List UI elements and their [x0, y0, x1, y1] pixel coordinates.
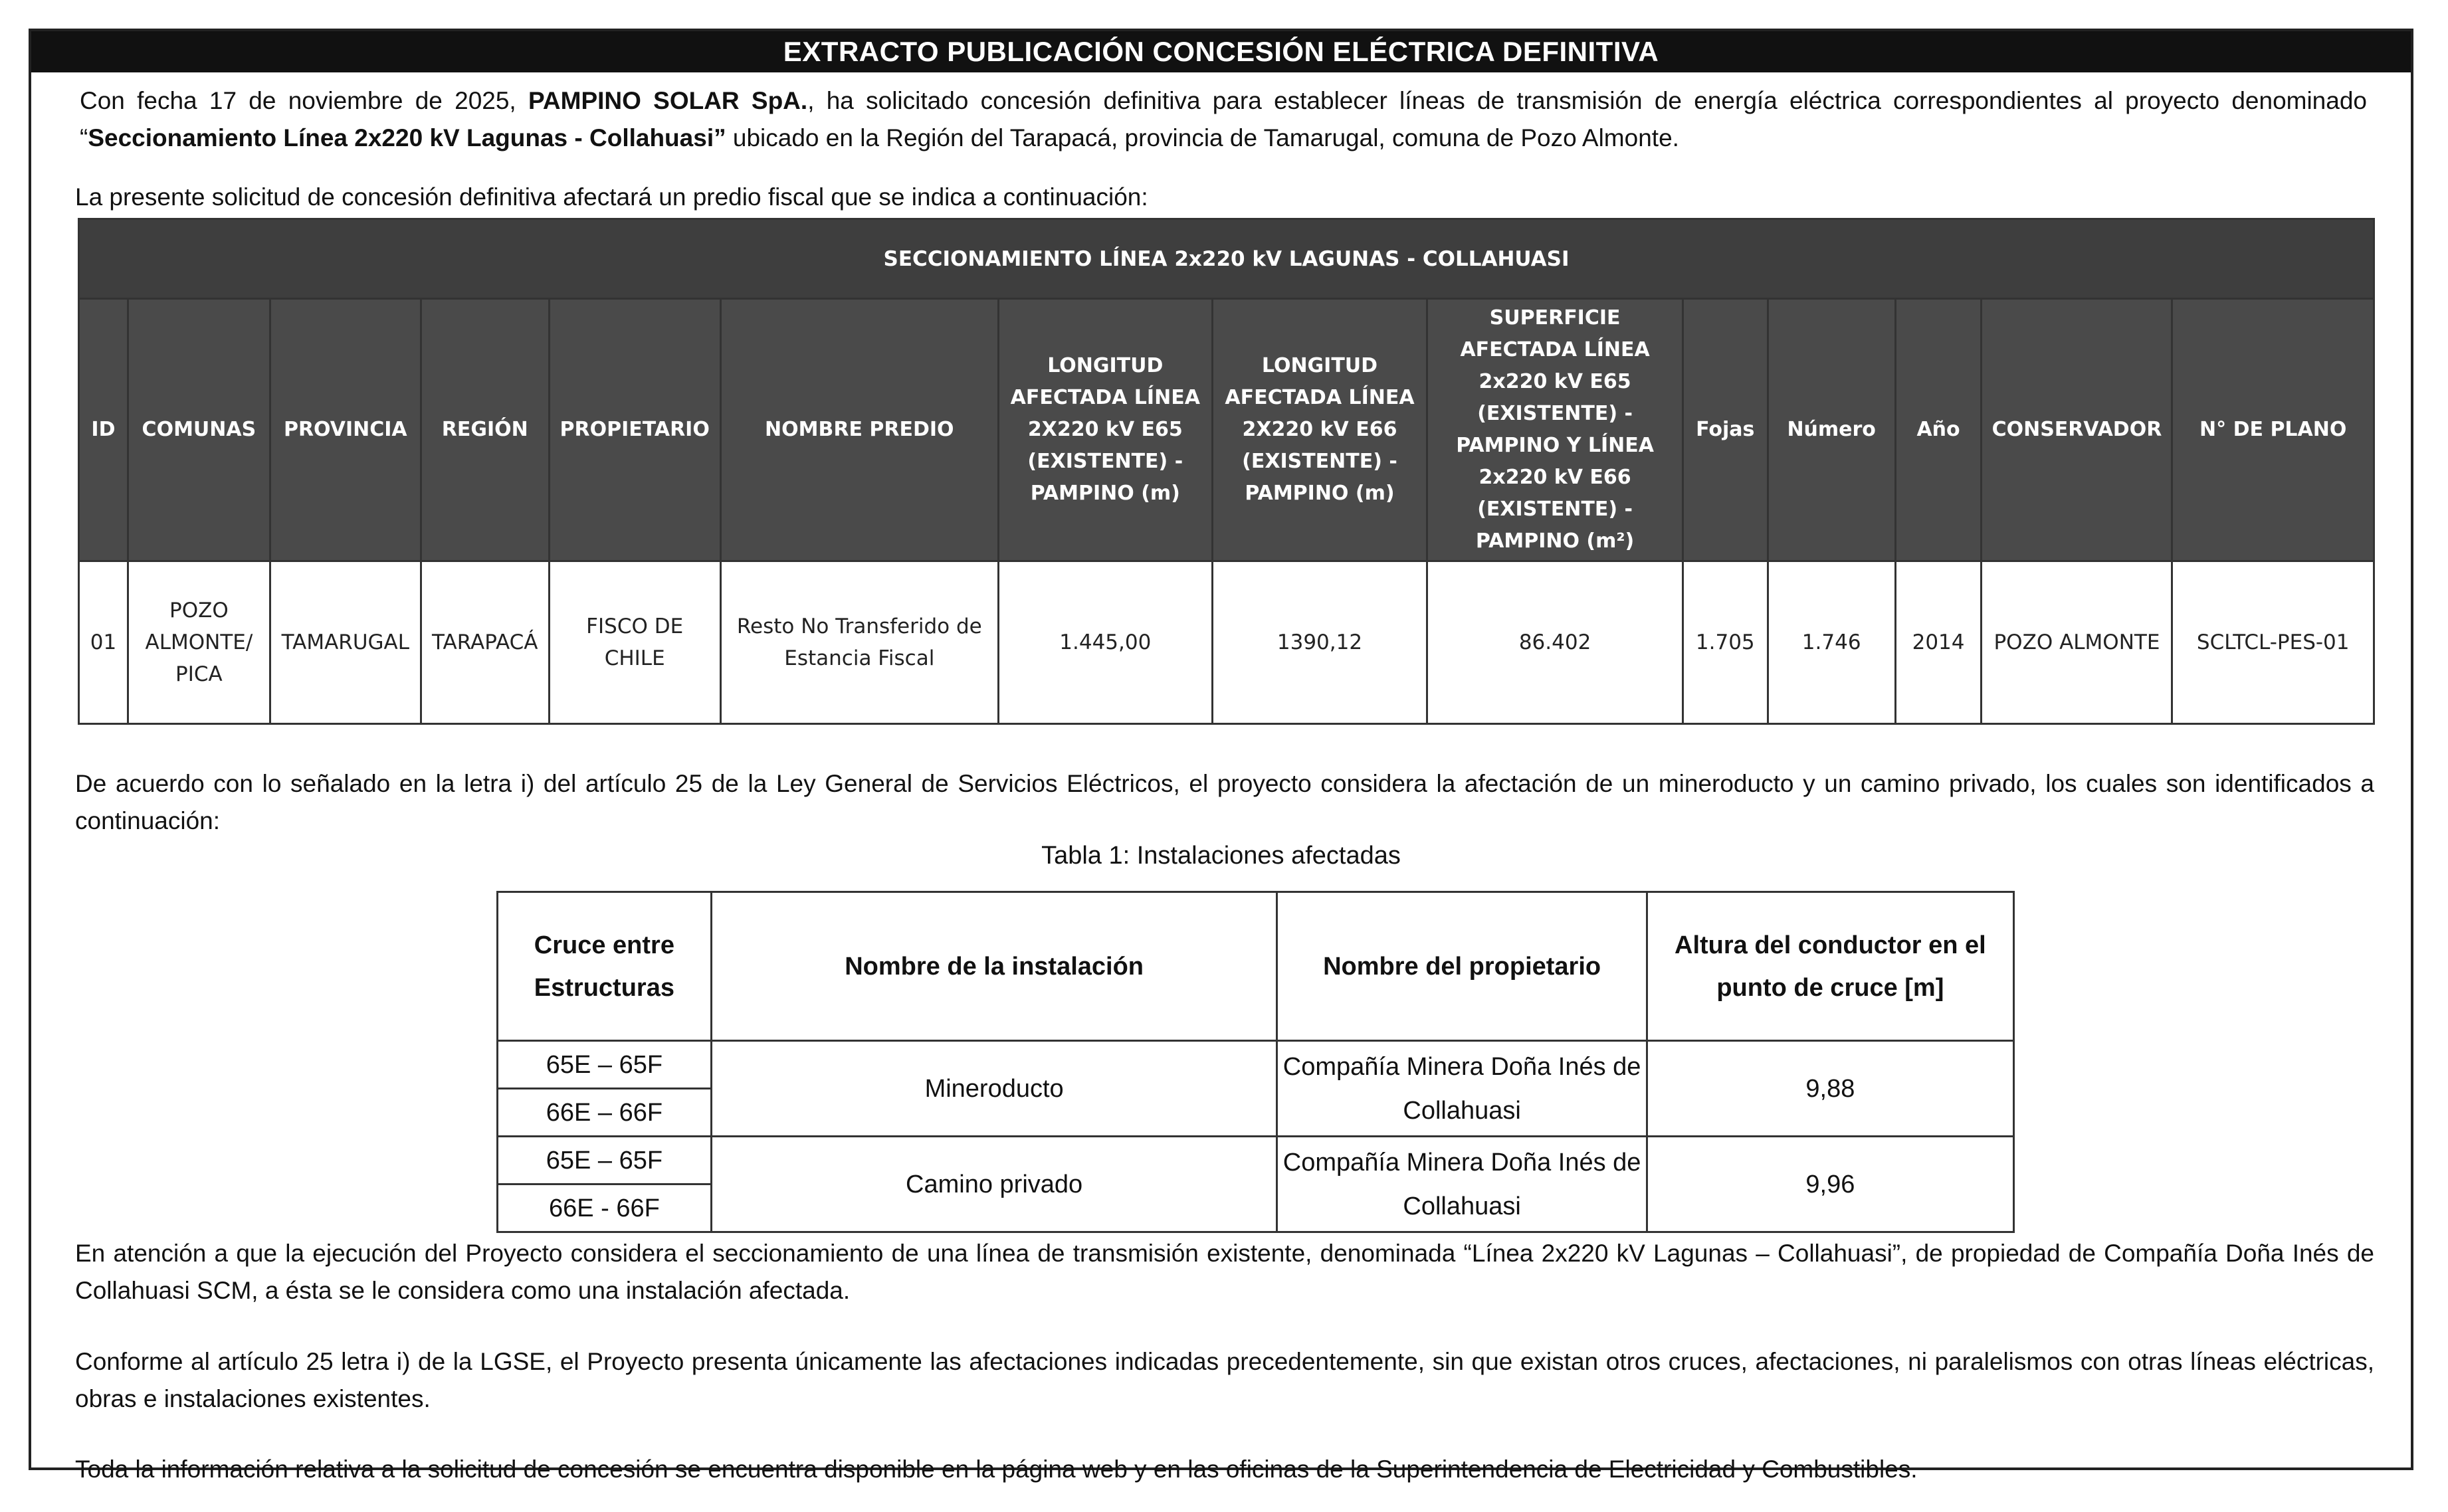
col-header-numero: Número — [1768, 299, 1895, 561]
table-row — [498, 1041, 2014, 1089]
cell-instalacion: Camino privado — [711, 1137, 1277, 1232]
instalaciones-table — [496, 891, 2015, 1233]
intro-text-a: Con fecha 17 de noviembre de 2025, — [80, 87, 528, 114]
cell-longitud-e66: 1390,12 — [1212, 561, 1427, 724]
cell-anio: 2014 — [1895, 561, 1982, 724]
cell-cruce: 66E – 66F — [498, 1089, 712, 1137]
col-header-provincia: PROVINCIA — [270, 299, 421, 561]
cell-superficie: 86.402 — [1427, 561, 1683, 724]
cell-fojas: 1.705 — [1683, 561, 1768, 724]
cell-cruce: 65E – 65F — [498, 1041, 712, 1089]
cell-altura: 9,88 — [1647, 1041, 2013, 1137]
cell-instalacion: Mineroducto — [711, 1041, 1277, 1137]
intro-text-c: ubicado en la Región del Tarapacá, provincia de Tamarugal, comuna de Pozo Almonte. — [726, 124, 1679, 151]
col-header-propietario: PROPIETARIO — [549, 299, 720, 561]
cell-propietario: FISCO DE CHILE — [549, 561, 720, 724]
col-header-plano: N° DE PLANO — [2172, 299, 2374, 561]
article-paragraph: De acuerdo con lo señalado en la letra i) del artículo 25 de la Ley General de Servicios Eléctricos, el proyecto considera la afectación de un mineroducto y un camino privado, los cuales son identificados a continuación: — [75, 770, 2374, 834]
cell-provincia: TAMARUGAL — [270, 561, 421, 724]
t2-header-propietario: Nombre del propietario — [1277, 892, 1647, 1041]
cell-comunas: POZO ALMONTE/ PICA — [128, 561, 270, 724]
col-header-region: REGIÓN — [421, 299, 549, 561]
cell-cruce: 66E - 66F — [498, 1184, 712, 1232]
cell-propietario: Compañía Minera Doña Inés de Collahuasi — [1277, 1041, 1647, 1137]
col-header-anio: Año — [1895, 299, 1982, 561]
predio-table-caption: SECCIONAMIENTO LÍNEA 2x220 kV LAGUNAS - COLLAHUASI — [79, 219, 2374, 299]
col-header-comunas: COMUNAS — [128, 299, 270, 561]
toda-paragraph: Toda la información relativa a la solicitud de concesión se encuentra disponible en la página web y en las oficinas de la Superintendencia de Electricidad y Combustibles. — [75, 1456, 1918, 1483]
cell-region: TARAPACÁ — [421, 561, 549, 724]
t2-header-altura: Altura del conductor en el punto de cruce [m] — [1647, 892, 2013, 1041]
project-name: Seccionamiento Línea 2x220 kV Lagunas - Collahuasi” — [88, 124, 726, 151]
col-header-longitud-e66: LONGITUD AFECTADA LÍNEA 2X220 kV E66 (EXISTENTE) - PAMPINO (m) — [1212, 299, 1427, 561]
cell-propietario: Compañía Minera Doña Inés de Collahuasi — [1277, 1137, 1647, 1232]
cell-numero: 1.746 — [1768, 561, 1895, 724]
company-name: PAMPINO SOLAR SpA. — [528, 87, 808, 114]
cell-cruce: 65E – 65F — [498, 1137, 712, 1184]
intro-text-b: , ha solicitado concesión definitiva para establecer líneas de transmisión de energía eléctrica correspondientes al proyecto denominado “ — [80, 87, 2367, 151]
col-header-longitud-e65: LONGITUD AFECTADA LÍNEA 2X220 kV E65 (EXISTENTE) - PAMPINO (m) — [998, 299, 1212, 561]
solicitud-paragraph: La presente solicitud de concesión definitiva afectará un predio fiscal que se indica a continuación: — [75, 183, 1148, 211]
col-header-superficie: SUPERFICIE AFECTADA LÍNEA 2x220 kV E65 (EXISTENTE) - PAMPINO Y LÍNEA 2x220 kV E66 (EXISTENTE) - PAMPINO (m²) — [1427, 299, 1683, 561]
publication-title: EXTRACTO PUBLICACIÓN CONCESIÓN ELÉCTRICA DEFINITIVA — [31, 31, 2411, 72]
table-row — [498, 1137, 2014, 1184]
col-header-nombre-predio: NOMBRE PREDIO — [720, 299, 998, 561]
t2-header-instalacion: Nombre de la instalación — [711, 892, 1277, 1041]
col-header-conservador: CONSERVADOR — [1982, 299, 2172, 561]
tabla1-caption: Tabla 1: Instalaciones afectadas — [1041, 842, 1401, 870]
table-row — [79, 561, 2374, 724]
cell-plano: SCLTCL-PES-01 — [2172, 561, 2374, 724]
publication-frame — [29, 29, 2413, 1483]
t2-header-cruce: Cruce entre Estructuras — [498, 892, 712, 1041]
intro-paragraph — [80, 82, 2367, 157]
col-header-id: ID — [79, 299, 128, 561]
cell-altura: 9,96 — [1647, 1137, 2013, 1232]
cell-longitud-e65: 1.445,00 — [998, 561, 1212, 724]
predio-table — [78, 218, 2375, 725]
cell-id: 01 — [79, 561, 128, 724]
conforme-paragraph: Conforme al artículo 25 letra i) de la LGSE, el Proyecto presenta únicamente las afectaciones indicadas precedentemente, sin que existan otros cruces, afectaciones, ni paralelismos con otras líneas eléctricas, obras e instalaciones existentes. — [75, 1348, 2374, 1412]
col-header-fojas: Fojas — [1683, 299, 1768, 561]
cell-conservador: POZO ALMONTE — [1982, 561, 2172, 724]
atencion-paragraph: En atención a que la ejecución del Proyecto considera el seccionamiento de una línea de transmisión existente, denominada “Línea 2x220 kV Lagunas – Collahuasi”, de propiedad de Compañía Doña Inés de Collahuasi SCM, a ésta se le considera como una instalación afectada. — [75, 1240, 2374, 1304]
cell-nombre-predio: Resto No Transferido de Estancia Fiscal — [720, 561, 998, 724]
